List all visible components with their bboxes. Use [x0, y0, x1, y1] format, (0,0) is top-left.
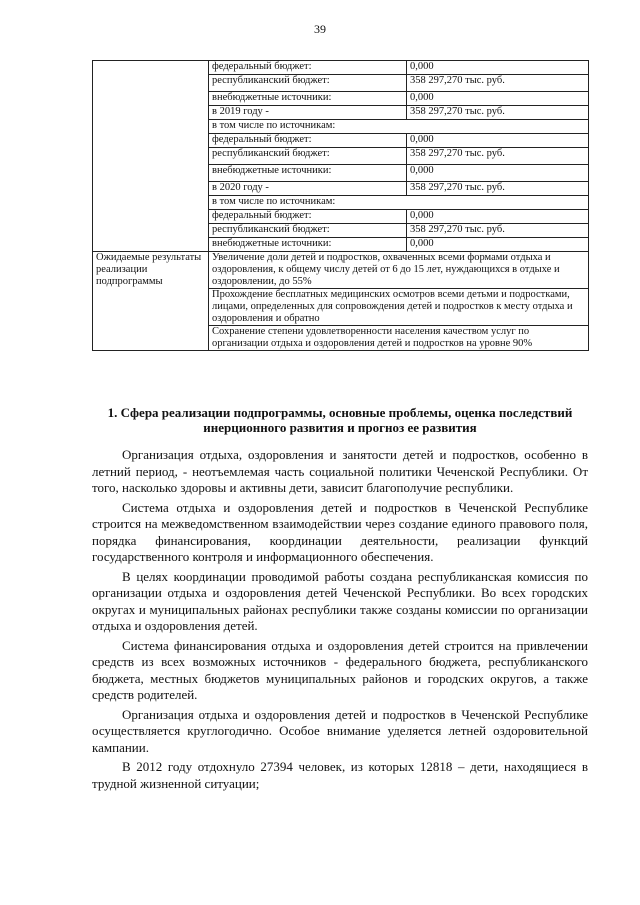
row-value: 0,000	[407, 61, 589, 75]
expected-results-label: Ожидаемые результаты реализации подпрограммы	[93, 252, 209, 351]
paragraph: В целях координации проводимой работы создана республиканская комиссия по организации отдыха и оздоровления детей Чеченской Республики. Во всех городских округах и муниципальных районах республики также созданы комиссии по организации отдыха и оздоровления детей.	[92, 568, 588, 633]
row-value: 0,000	[407, 92, 589, 106]
row-label: в 2020 году -	[209, 182, 407, 196]
row-value: 0,000	[407, 165, 589, 182]
expected-result-item: Сохранение степени удовлетворенности населения качеством услуг по организации отдыха и оздоровления детей и подростков на уровне 90%	[209, 326, 589, 351]
row-value: 0,000	[407, 210, 589, 224]
empty-left-cell	[93, 61, 209, 252]
row-value: 358 297,270 тыс. руб.	[407, 148, 589, 165]
row-value: 358 297,270 тыс. руб.	[407, 106, 589, 120]
row-label: федеральный бюджет:	[209, 134, 407, 148]
row-value: 0,000	[407, 238, 589, 252]
row-label: республиканский бюджет:	[209, 224, 407, 238]
row-label: федеральный бюджет:	[209, 61, 407, 75]
row-label: в том числе по источникам:	[209, 120, 589, 134]
expected-result-item: Прохождение бесплатных медицинских осмотров всеми детьми и подростками, лицами, определенных для сопровождения детей и подростков к месту отдыха и оздоровления и обратно	[209, 289, 589, 326]
table-row	[93, 61, 589, 75]
row-value: 358 297,270 тыс. руб.	[407, 75, 589, 92]
row-value: 358 297,270 тыс. руб.	[407, 182, 589, 196]
row-value: 0,000	[407, 134, 589, 148]
paragraph: В 2012 году отдохнуло 27394 человек, из которых 12818 – дети, находящиеся в трудной жизненной ситуации;	[92, 759, 588, 791]
row-label: в 2019 году -	[209, 106, 407, 120]
row-label: в том числе по источникам:	[209, 196, 589, 210]
paragraph: Система финансирования отдыха и оздоровления детей строится на привлечении средств из всех возможных источников - федерального бюджета, республиканского бюджета, местных бюджетов муниципальных районов и городских округов, а также средств родителей.	[92, 637, 588, 702]
page-number: 39	[314, 22, 326, 36]
row-value: 358 297,270 тыс. руб.	[407, 224, 589, 238]
paragraph: Организация отдыха, оздоровления и занятости детей и подростков, особенно в летний период, - неотъемлемая часть социальной политики Чеченской Республики. От того, насколько здоровы и активны дети, зависит благополучие республики.	[92, 447, 588, 495]
expected-result-item: Увеличение доли детей и подростков, охваченных всеми формами отдыха и оздоровления, к общему числу детей от 6 до 15 лет, нуждающихся в отдыхе и оздоровлении, до 55%	[209, 252, 589, 289]
paragraph: Организация отдыха и оздоровления детей и подростков в Чеченской Республике осуществляется круглогодично. Особое внимание уделяется летней оздоровительной кампании.	[92, 706, 588, 755]
section-heading: 1. Сфера реализации подпрограммы, основные проблемы, оценка последствий инерционного развития и прогноз ее развития	[107, 405, 573, 435]
row-label: федеральный бюджет:	[209, 210, 407, 224]
funding-table	[92, 60, 589, 351]
body-text	[92, 447, 588, 795]
paragraph: Система отдыха и оздоровления детей и подростков в Чеченской Республике строится на межведомственном взаимодействии через создание единого правового поля, порядка финансирования, координации деятельности, реализации функций государственного контроля и информационного обеспечения.	[92, 499, 588, 564]
row-label: республиканский бюджет:	[209, 148, 407, 165]
row-label: республиканский бюджет:	[209, 75, 407, 92]
row-label: внебюджетные источники:	[209, 238, 407, 252]
row-label: внебюджетные источники:	[209, 92, 407, 106]
table-row	[93, 252, 589, 289]
row-label: внебюджетные источники:	[209, 165, 407, 182]
